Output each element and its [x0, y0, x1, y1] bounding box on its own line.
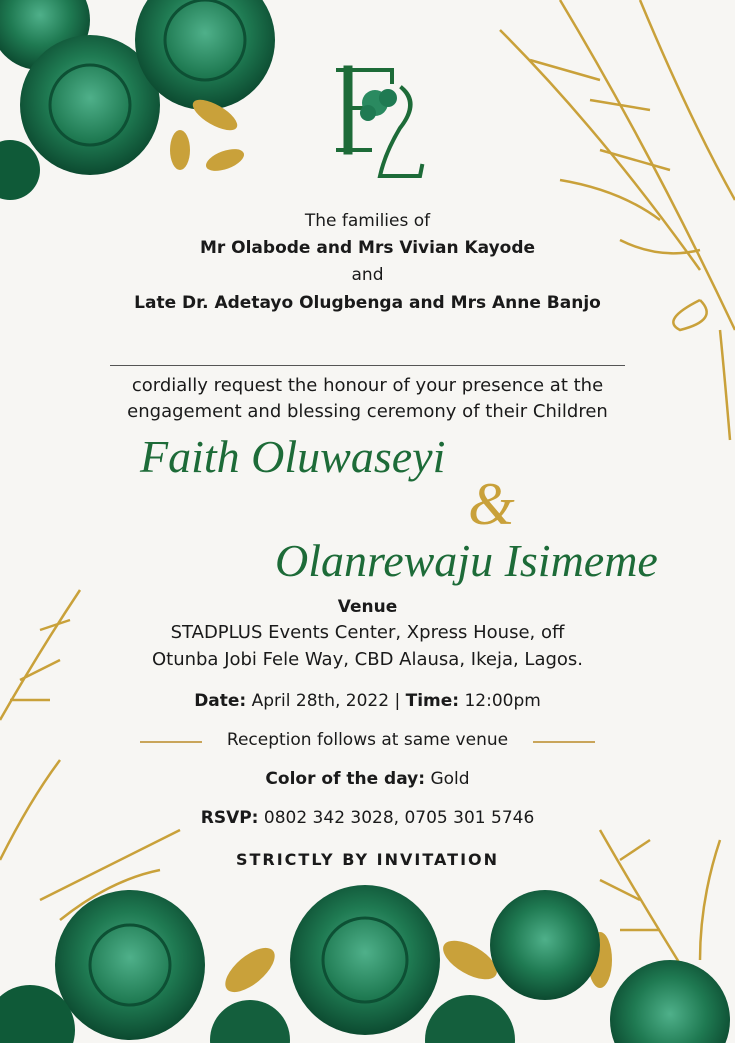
date-label: Date: — [194, 691, 247, 711]
color-of-day-label: Color of the day: — [265, 769, 426, 789]
rsvp — [0, 808, 735, 828]
time-value: 12:00pm — [464, 691, 541, 711]
gold-rule-right — [533, 741, 595, 743]
rose-cluster-bottom — [0, 885, 730, 1043]
monogram-logo — [330, 58, 425, 183]
venue-line-1: STADPLUS Events Center, Xpress House, off — [170, 622, 565, 643]
couple-ampersand: & — [468, 471, 515, 537]
venue-heading: Venue — [337, 597, 398, 617]
couple-name-2: Olanrewaju Isimeme — [275, 535, 658, 586]
rsvp-label: RSVP: — [200, 808, 259, 828]
family-2: Late Dr. Adetayo Olugbenga and Mrs Anne Banjo — [134, 293, 601, 313]
time-label: Time: — [405, 691, 460, 711]
request-line-1: cordially request the honour of your presence at the — [131, 375, 604, 396]
rsvp-value: 0802 342 3028, 0705 301 5746 — [263, 808, 535, 828]
date-value: April 28th, 2022 — [251, 691, 390, 711]
families-conjunction: and — [351, 265, 384, 285]
request-line-2: engagement and blessing ceremony of their Children — [127, 401, 608, 422]
couple-name-1: Faith Oluwaseyi — [140, 431, 446, 482]
venue-line-2: Otunba Jobi Fele Way, CBD Alausa, Ikeja, Lagos. — [151, 649, 584, 670]
family-1: Mr Olabode and Mrs Vivian Kayode — [199, 238, 536, 258]
rose-cluster-top-left — [0, 0, 275, 200]
families-intro: The families of — [304, 211, 431, 231]
reception-note: Reception follows at same venue — [226, 730, 509, 750]
color-of-day — [0, 769, 735, 789]
strictly-by-invitation: STRICTLY BY INVITATION — [235, 850, 500, 869]
date-time-separator: | — [394, 691, 401, 711]
date-time — [0, 691, 735, 711]
color-of-day-value: Gold — [430, 769, 470, 789]
divider — [110, 365, 625, 366]
